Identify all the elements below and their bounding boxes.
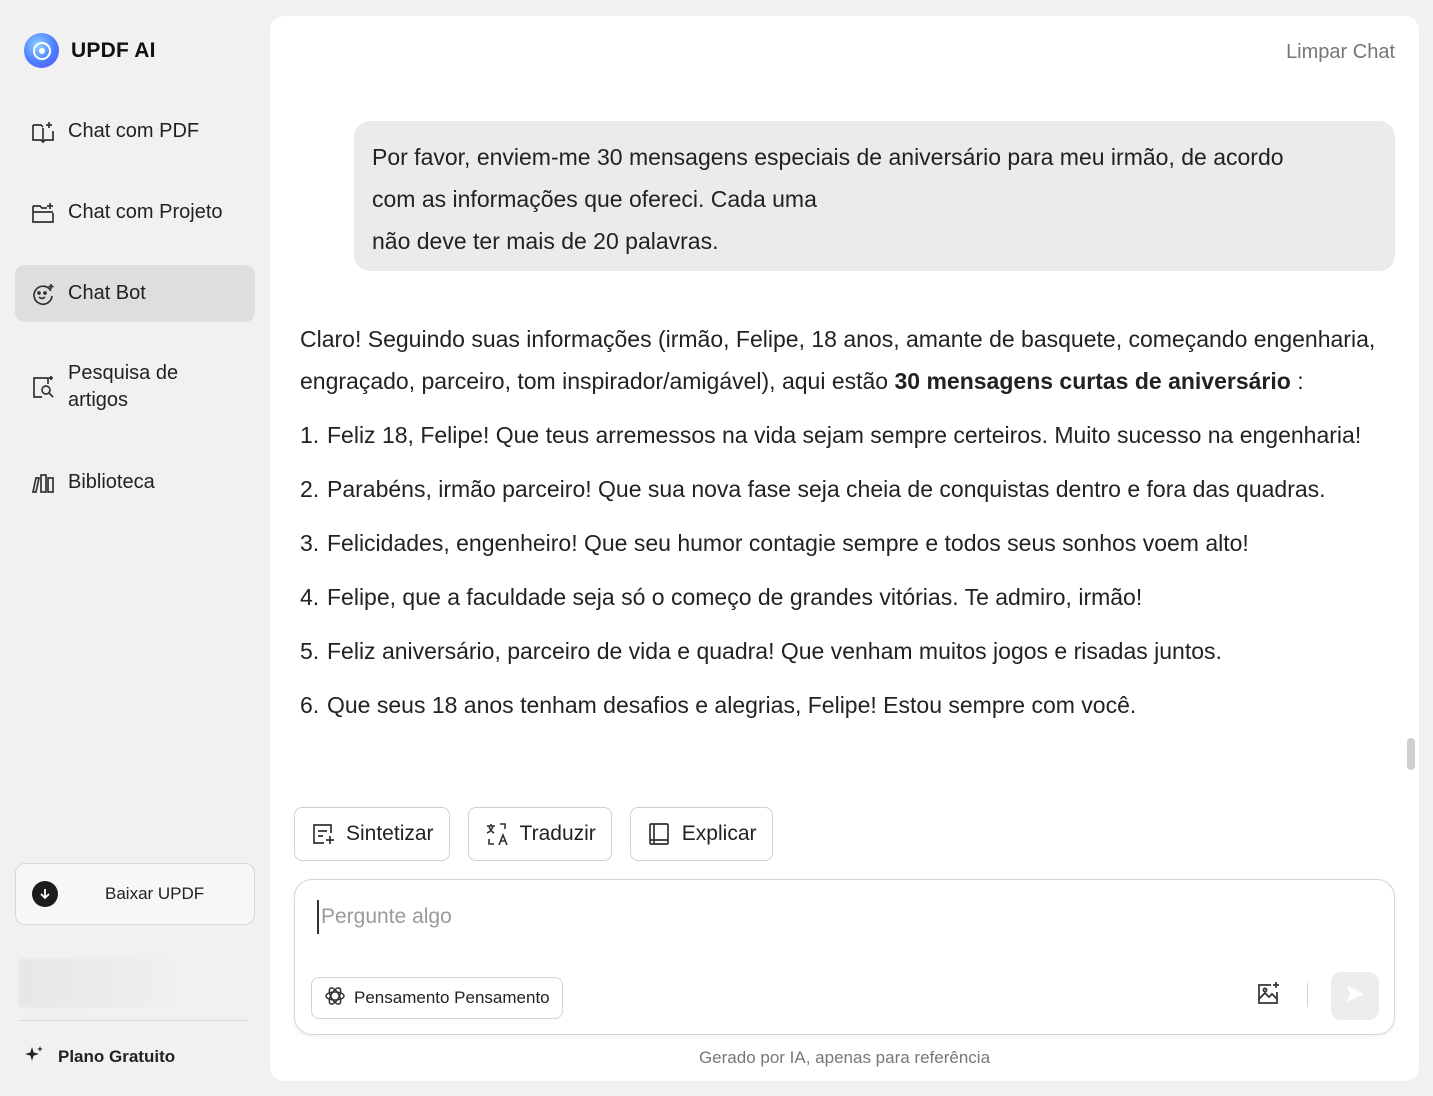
summarize-button[interactable] [294, 807, 450, 861]
clear-chat-button[interactable]: Limpar Chat [1286, 41, 1395, 63]
document-search-icon [30, 374, 56, 400]
library-icon [30, 470, 56, 496]
sidebar-item-label: Biblioteca [68, 471, 155, 493]
user-message-line: com as informações que ofereci. Cada uma [372, 186, 817, 212]
list-item-number: 5. [300, 638, 320, 664]
plan-info[interactable] [24, 1044, 175, 1069]
book-sparkle-icon [30, 119, 56, 145]
sidebar-item-label: Chat Bot [68, 282, 146, 304]
brand-name: UPDF AI [71, 38, 156, 62]
list-item [300, 522, 1390, 564]
chat-scroll-area[interactable] [270, 106, 1419, 794]
explain-button[interactable] [630, 807, 773, 861]
quick-actions [294, 807, 773, 861]
download-label: Baixar UPDF [105, 884, 205, 903]
list-item-number: 2. [300, 476, 320, 502]
list-item-text: Feliz aniversário, parceiro de vida e quadra! Que venham muitos jogos e risadas juntos. [327, 638, 1222, 664]
list-item-number: 1. [300, 422, 320, 448]
translate-icon [484, 821, 510, 847]
book-icon [646, 821, 672, 847]
list-item-number: 4. [300, 584, 320, 610]
list-item [300, 630, 1390, 672]
list-item-text: Felipe, que a faculdade seja só o começo de grandes vitórias. Te admiro, irmão! [327, 584, 1143, 610]
list-item-text: Felicidades, engenheiro! Que seu humor contagie sempre e todos seus sonhos voem alto! [327, 530, 1249, 556]
ai-intro [300, 318, 1390, 402]
translate-button[interactable] [468, 807, 612, 861]
user-message-line: não deve ter mais de 20 palavras. [372, 228, 719, 254]
chat-input-box [294, 879, 1395, 1035]
summarize-icon [310, 821, 336, 847]
list-item-number: 3. [300, 530, 320, 556]
plan-label: Plano Gratuito [58, 1046, 176, 1066]
list-item-number: 6. [300, 692, 320, 718]
sidebar-item-library[interactable] [15, 454, 255, 511]
sidebar-item-label: Chat com PDF [68, 120, 200, 142]
sidebar-divider [20, 1020, 249, 1021]
list-item-text: Feliz 18, Felipe! Que teus arremessos na vida sejam sempre certeiros. Muito sucesso na engenharia! [327, 422, 1362, 448]
bot-face-icon [30, 281, 56, 307]
send-icon [1343, 982, 1367, 1011]
user-message-line: Por favor, enviem-me 30 mensagens especiais de aniversário para meu irmão, de acordo [372, 144, 1284, 170]
toolbar-separator [1307, 983, 1308, 1007]
download-updf-button[interactable] [15, 863, 255, 925]
folder-sparkle-icon [30, 200, 56, 226]
ai-intro-end: : [1290, 368, 1304, 394]
list-item [300, 414, 1390, 456]
sidebar [0, 0, 270, 1096]
ai-intro-bold: 30 mensagens curtas de aniversário [894, 368, 1291, 394]
sparkle-icon [24, 1044, 44, 1069]
list-item [300, 468, 1390, 510]
translate-label: Traduzir [519, 822, 596, 845]
account-avatar[interactable] [18, 958, 183, 1008]
chat-input[interactable] [317, 900, 1217, 934]
list-item-text: Parabéns, irmão parceiro! Que sua nova fase seja cheia de conquistas dentro e fora das quadras. [327, 476, 1326, 502]
birthday-message-list [300, 414, 1390, 726]
sidebar-item-article-search[interactable] [15, 346, 255, 428]
sidebar-item-label: Chat com Projeto [68, 201, 223, 223]
chat-panel [270, 16, 1419, 1081]
brand [24, 33, 156, 68]
sidebar-item-chat-bot[interactable] [15, 265, 255, 322]
ai-response [300, 318, 1390, 738]
list-item [300, 684, 1390, 726]
thinking-mode-label: Pensamento Pensamento [354, 988, 550, 1007]
download-icon [32, 881, 58, 907]
sidebar-item-chat-pdf[interactable] [15, 103, 255, 160]
sidebar-item-label: Pesquisa de artigos [68, 362, 179, 411]
chat-scrollbar[interactable] [1407, 738, 1415, 770]
ai-disclaimer: Gerado por IA, apenas para referência [698, 1048, 991, 1067]
explain-label: Explicar [681, 822, 757, 845]
thinking-mode-button[interactable] [311, 977, 563, 1019]
image-sparkle-icon [1254, 980, 1282, 1013]
user-message-bubble [354, 121, 1395, 271]
list-item [300, 576, 1390, 618]
sidebar-item-chat-project[interactable] [15, 184, 255, 241]
add-image-button[interactable] [1252, 980, 1284, 1012]
send-button[interactable] [1331, 972, 1379, 1020]
list-item-text: Que seus 18 anos tenham desafios e alegrias, Felipe! Estou sempre com você. [327, 692, 1137, 718]
atom-icon [324, 985, 346, 1012]
updf-logo-icon [24, 33, 59, 68]
summarize-label: Sintetizar [346, 822, 434, 845]
ai-intro-text: Claro! Seguindo suas informações (irmão, Felipe, 18 anos, amante de basquete, começando engenharia, engraçado, parceiro, tom inspirador/amigável), aqui estão [300, 326, 1376, 394]
